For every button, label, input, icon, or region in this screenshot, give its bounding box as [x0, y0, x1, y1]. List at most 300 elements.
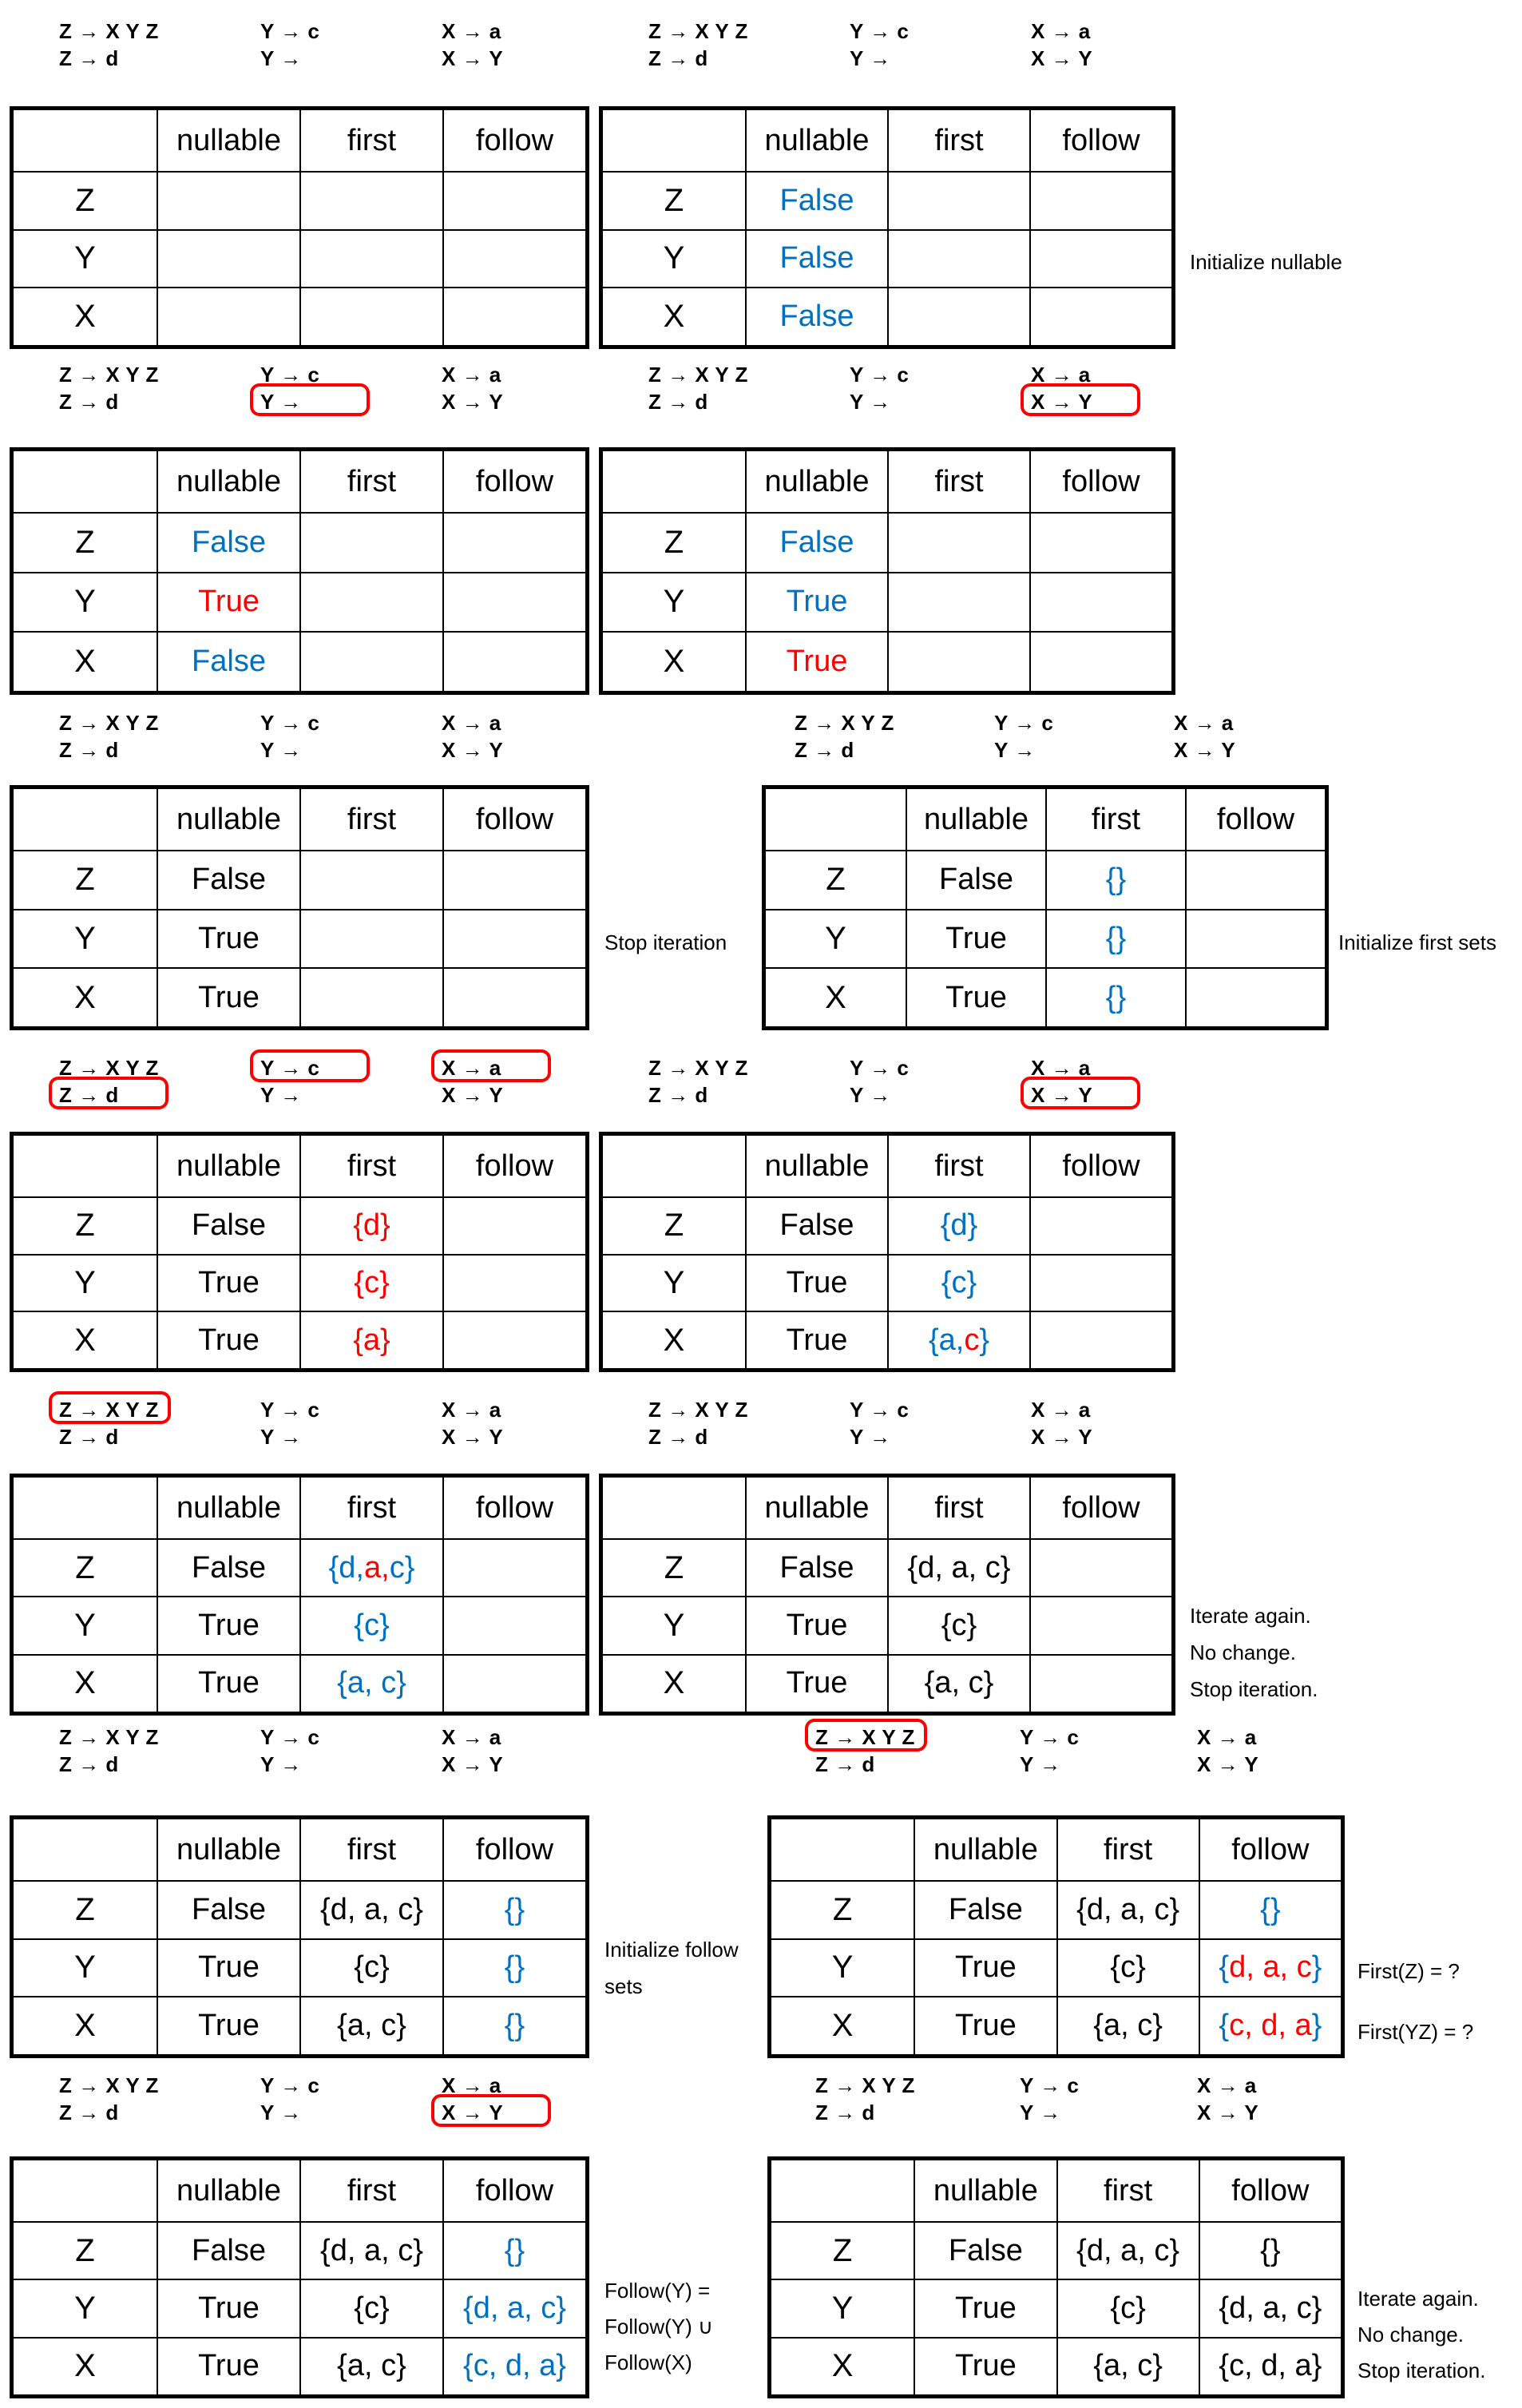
column-header-first: first — [1056, 2160, 1199, 2221]
grammar-rule: X → Y — [1174, 738, 1236, 762]
row-label-X: X — [14, 1654, 157, 1712]
value-segment: {d, a, c} — [463, 2291, 566, 2325]
cell-Z-first — [887, 512, 1029, 572]
row-label-Y: Y — [14, 1254, 157, 1311]
grammar-rule: X → Y — [442, 390, 504, 414]
grammar-rule-line — [442, 736, 503, 764]
value-segment: True — [955, 1950, 1017, 1985]
row-label-Z: Z — [14, 1880, 157, 1938]
grammar-rule-line — [850, 1396, 909, 1423]
grammar-rule-line — [442, 709, 503, 736]
cell-Y-follow — [442, 1938, 585, 1997]
column-header-follow: follow — [1199, 1819, 1341, 1880]
grammar-rule: Y → c — [1020, 2073, 1080, 2097]
grammar-rule-line — [1197, 1751, 1258, 1778]
grammar-rule-line — [260, 1423, 319, 1450]
cell-Y-nullable — [906, 909, 1045, 968]
column-header-follow: follow — [442, 1478, 585, 1538]
value-segment: False — [192, 1208, 266, 1243]
cell-X-nullable — [157, 1996, 299, 2054]
grammar-group — [1197, 1724, 1258, 1778]
value-segment: True — [786, 1666, 848, 1700]
cell-Y-nullable — [914, 2279, 1056, 2336]
cell-X-nullable — [745, 1654, 887, 1712]
cell-Z-first — [887, 1196, 1029, 1254]
cell-X-nullable — [157, 287, 299, 345]
cell-Y-follow — [1199, 1938, 1341, 1997]
cell-Y-nullable — [745, 1254, 887, 1311]
row-label-Z: Z — [14, 1538, 157, 1596]
cell-Y-first — [299, 2279, 442, 2336]
table-b5-left — [10, 1474, 589, 1716]
grammar-group — [850, 18, 909, 72]
column-header-first: first — [299, 1819, 442, 1880]
column-header-follow: follow — [442, 451, 585, 512]
grammar-rule-line — [260, 709, 319, 736]
value-segment: c, d, a — [1229, 2009, 1312, 2043]
grammar-rule: Y → — [1020, 2101, 1061, 2124]
cell-Z-follow — [1185, 850, 1325, 909]
grammar-rule-line — [442, 361, 503, 388]
cell-X-nullable — [745, 287, 887, 345]
grammar-rule: Y → — [994, 738, 1036, 762]
value-segment: True — [786, 1608, 848, 1642]
grammar-rule: Z → d — [59, 1752, 119, 1776]
grammar-rule-line — [648, 1054, 748, 1081]
grammar-rule: Y → — [850, 1083, 891, 1107]
cell-Z-follow — [442, 1196, 585, 1254]
annotation-initialize-first-sets — [1338, 925, 1496, 961]
grammar-rule-line — [1020, 1751, 1079, 1778]
grammar-rule: Y → — [1020, 1752, 1061, 1776]
grammar-rule: Y → — [260, 1083, 302, 1107]
cell-Z-first — [299, 1880, 442, 1938]
annotation-line: Stop iteration. — [1358, 2358, 1486, 2382]
grammar-rule-line — [260, 1751, 319, 1778]
grammar-rule-line — [59, 1724, 159, 1751]
grammar-rule: X → Y — [442, 1425, 504, 1449]
value-segment: True — [198, 1265, 260, 1299]
value-segment: {d, a, c} — [1076, 1892, 1180, 1926]
grammar-rule: X → Y — [1031, 1425, 1093, 1449]
grammar-group — [1031, 18, 1092, 72]
cell-Z-nullable — [157, 850, 299, 909]
value-segment: {d, a, c} — [320, 1892, 423, 1926]
value-segment: False — [779, 1550, 854, 1585]
grammar-rule-line — [1020, 2099, 1079, 2126]
grammar-group — [442, 18, 503, 72]
cell-X-follow — [442, 631, 585, 691]
grammar-rule: Z → d — [59, 738, 119, 762]
grammar-rule-line — [994, 709, 1053, 736]
grammar-rule-highlighted: X → a — [442, 1054, 539, 1081]
value-segment: { — [1219, 1950, 1230, 1985]
cell-Z-nullable — [157, 2221, 299, 2279]
grammar-rule: Y → c — [850, 1056, 910, 1080]
value-segment: {a} — [353, 1323, 390, 1357]
grammar-group — [1197, 2072, 1258, 2126]
grammar-group — [1031, 1054, 1128, 1109]
grammar-rule: X → a — [1197, 1725, 1257, 1749]
table-b4-right — [599, 1132, 1175, 1372]
grammar-rule: Z → d — [815, 2101, 875, 2124]
column-header-follow: follow — [1029, 1136, 1171, 1196]
grammar-rule: X → a — [442, 1725, 501, 1749]
cell-Z-follow — [1029, 512, 1171, 572]
grammar-rule-line — [1020, 1724, 1079, 1751]
cell-X-follow — [442, 1996, 585, 2054]
cell-Z-first — [299, 850, 442, 909]
grammar-rule: Y → — [260, 2101, 302, 2124]
column-header-follow: follow — [442, 789, 585, 850]
grammar-rule-line — [815, 2072, 915, 2099]
grammar-rule: Z → X Y Z — [59, 711, 159, 735]
grammar-rule-line — [260, 736, 319, 764]
value-segment: True — [945, 921, 1007, 955]
value-segment: True — [198, 921, 260, 955]
cell-X-first — [299, 1311, 442, 1368]
value-segment: {} — [1260, 2233, 1281, 2267]
column-header-nullable: nullable — [157, 451, 299, 512]
column-header-follow: follow — [1029, 1478, 1171, 1538]
grammar-rule-line — [260, 45, 319, 72]
cell-X-first — [299, 287, 442, 345]
annotation-line: No change. — [1358, 2323, 1464, 2347]
table-b7-right — [767, 2156, 1345, 2398]
table-corner-cell — [14, 1478, 157, 1538]
annotation-line: Stop iteration — [604, 930, 727, 954]
value-segment: {c} — [354, 2291, 390, 2325]
column-header-follow: follow — [1029, 110, 1171, 171]
annotation-line: Iterate again. — [1190, 1604, 1311, 1628]
table-corner-cell — [771, 1819, 914, 1880]
row-label-Z: Z — [603, 1538, 745, 1596]
grammar-rule-line — [1020, 2072, 1079, 2099]
row-label-Z: Z — [14, 512, 157, 572]
grammar-rule: Z → d — [648, 1083, 708, 1107]
grammar-group — [795, 709, 894, 764]
column-header-nullable: nullable — [157, 1136, 299, 1196]
grammar-rule-line — [442, 18, 503, 45]
row-label-Y: Y — [14, 909, 157, 968]
cell-Y-follow — [1199, 2279, 1341, 2336]
annotation-line: Stop iteration. — [1190, 1677, 1318, 1701]
table-b4-left — [10, 1132, 589, 1372]
grammar-group — [815, 2072, 915, 2126]
cell-X-follow — [442, 967, 585, 1026]
grammar-rule-line — [59, 1081, 159, 1109]
grammar-rule: Y → c — [850, 19, 910, 43]
grammar-rule-highlighted: Y → c — [260, 1054, 358, 1081]
value-segment: {a, c} — [337, 1666, 406, 1700]
column-header-nullable: nullable — [157, 789, 299, 850]
cell-Y-first — [299, 1938, 442, 1997]
cell-Y-follow — [1185, 909, 1325, 968]
column-header-follow: follow — [442, 110, 585, 171]
annotation-first-z — [1358, 1954, 1460, 1989]
row-label-Z: Z — [14, 2221, 157, 2279]
grammar-rule: Y → c — [260, 19, 320, 43]
grammar-rule-line — [648, 18, 748, 45]
grammar-rule: X → Y — [442, 1752, 504, 1776]
cell-Y-first — [887, 1254, 1029, 1311]
row-label-X: X — [766, 967, 906, 1026]
cell-X-first — [299, 1996, 442, 2054]
grammar-rule: X → a — [1031, 1398, 1091, 1422]
column-header-nullable: nullable — [914, 2160, 1056, 2221]
value-segment: True — [955, 2291, 1017, 2325]
grammar-group — [59, 1724, 159, 1778]
value-segment: False — [948, 2233, 1023, 2267]
grammar-rule-line — [260, 2072, 319, 2099]
table-b3-left — [10, 785, 589, 1030]
cell-X-first — [1045, 967, 1185, 1026]
grammar-rule: Z → X Y Z — [59, 1725, 159, 1749]
grammar-rule: Z → d — [795, 738, 854, 762]
value-segment: { — [1219, 2009, 1230, 2043]
row-label-Z: Z — [603, 1196, 745, 1254]
value-segment: {a, c} — [1093, 2009, 1163, 2043]
table-corner-cell — [603, 1478, 745, 1538]
column-header-first: first — [299, 451, 442, 512]
grammar-rule: Z → d — [59, 390, 119, 414]
cell-Z-nullable — [745, 1196, 887, 1254]
value-segment: {d, a, c} — [1076, 2233, 1180, 2267]
grammar-rule: X → Y — [442, 46, 504, 70]
cell-Y-follow — [442, 229, 585, 288]
annotation-line: Iterate again. — [1358, 2287, 1479, 2311]
grammar-rule-line — [648, 45, 748, 72]
cell-Z-first — [887, 171, 1029, 229]
grammar-rule-highlighted: X → Y — [1031, 388, 1128, 415]
value-segment: {} — [504, 2233, 525, 2267]
grammar-rule: X → a — [442, 711, 501, 735]
grammar-rule: Z → d — [59, 46, 119, 70]
grammar-rule-line — [59, 1423, 159, 1450]
grammar-rule: Y → c — [260, 711, 320, 735]
column-header-first: first — [887, 451, 1029, 512]
cell-Z-follow — [1029, 1196, 1171, 1254]
grammar-rule-line — [59, 361, 159, 388]
value-segment: True — [945, 980, 1007, 1014]
value-segment: {c} — [941, 1265, 977, 1299]
grammar-group — [260, 1396, 319, 1450]
cell-Y-nullable — [157, 1254, 299, 1311]
row-label-Y: Y — [14, 2279, 157, 2336]
grammar-rule-line — [59, 18, 159, 45]
grammar-group — [850, 361, 909, 415]
grammar-rule-line — [59, 709, 159, 736]
cell-X-follow — [1029, 631, 1171, 691]
cell-X-nullable — [745, 631, 887, 691]
cell-X-nullable — [157, 1654, 299, 1712]
cell-Z-follow — [1199, 2221, 1341, 2279]
grammar-rule-line — [1197, 1724, 1258, 1751]
value-segment: True — [786, 645, 848, 679]
cell-Z-nullable — [914, 1880, 1056, 1938]
grammar-rule-line — [1174, 709, 1235, 736]
grammar-rule: X → a — [1031, 19, 1091, 43]
annotation-initialize-nullable — [1190, 244, 1342, 280]
cell-Y-first — [1056, 1938, 1199, 1997]
cell-X-follow — [1199, 1996, 1341, 2054]
cell-X-first — [299, 1654, 442, 1712]
column-header-first: first — [887, 1136, 1029, 1196]
cell-Z-nullable — [745, 1538, 887, 1596]
cell-Z-follow — [442, 171, 585, 229]
grammar-rule: Z → X Y Z — [59, 1056, 159, 1080]
cell-X-follow — [1029, 287, 1171, 345]
grammar-rule-line — [850, 1423, 909, 1450]
grammar-group — [59, 709, 159, 764]
grammar-rule-line — [648, 1423, 748, 1450]
column-header-first: first — [299, 2160, 442, 2221]
grammar-rule: X → a — [442, 19, 501, 43]
value-segment: True — [198, 2349, 260, 2383]
grammar-rule-line — [648, 1396, 748, 1423]
table-corner-cell — [766, 789, 906, 850]
grammar-group — [442, 2072, 539, 2126]
value-segment: True — [786, 585, 848, 619]
grammar-rule-line — [59, 2072, 159, 2099]
grammar-rule-line — [59, 388, 159, 415]
grammar-rule-line — [850, 18, 909, 45]
grammar-group — [59, 361, 159, 415]
grammar-group — [1174, 709, 1235, 764]
cell-Z-first — [299, 1538, 442, 1596]
cell-Y-follow — [442, 909, 585, 968]
row-label-Z: Z — [603, 512, 745, 572]
grammar-rule: Z → d — [648, 46, 708, 70]
grammar-rule-highlighted: Z → d — [59, 1081, 157, 1109]
grammar-group — [850, 1054, 909, 1109]
grammar-group — [59, 1396, 159, 1450]
value-segment: {c} — [354, 1265, 390, 1299]
grammar-rule: X → Y — [1031, 46, 1093, 70]
column-header-follow: follow — [442, 1136, 585, 1196]
cell-X-nullable — [157, 967, 299, 1026]
grammar-rule-line — [260, 388, 358, 415]
value-segment: False — [779, 300, 854, 334]
grammar-rule: Z → d — [815, 1752, 875, 1776]
cell-Z-first — [1056, 2221, 1199, 2279]
row-label-Y: Y — [14, 229, 157, 288]
grammar-rule-highlighted: Z → X Y Z — [59, 1398, 159, 1422]
cell-Y-first — [299, 909, 442, 968]
grammar-rule-line — [795, 736, 894, 764]
row-label-Y: Y — [766, 909, 906, 968]
grammar-rule: Y → c — [850, 363, 910, 387]
cell-X-follow — [1199, 2337, 1341, 2394]
value-segment: True — [955, 2349, 1017, 2383]
cell-X-first — [887, 631, 1029, 691]
value-segment: False — [779, 1208, 854, 1243]
value-segment: {c} — [354, 1608, 390, 1642]
table-b6-right — [767, 1815, 1345, 2058]
value-segment: c} — [389, 1550, 415, 1585]
cell-X-nullable — [745, 1311, 887, 1368]
value-segment: False — [192, 863, 266, 897]
cell-Y-follow — [442, 1596, 585, 1653]
row-label-X: X — [14, 1996, 157, 2054]
cell-Z-nullable — [745, 171, 887, 229]
cell-X-nullable — [157, 631, 299, 691]
value-segment: {d, a, c} — [907, 1550, 1011, 1585]
grammar-rule: Z → d — [648, 390, 708, 414]
annotation-line: No change. — [1190, 1640, 1296, 1664]
grammar-rule-line — [850, 45, 909, 72]
grammar-rule-line — [1197, 2099, 1258, 2126]
grammar-rule: Y → — [850, 46, 891, 70]
annotation-stop-iteration — [604, 925, 727, 961]
table-b5-right — [599, 1474, 1175, 1716]
row-label-Y: Y — [771, 1938, 914, 1997]
grammar-group — [648, 1396, 748, 1450]
table-b2-left — [10, 447, 589, 695]
column-header-follow: follow — [442, 2160, 585, 2221]
value-segment: } — [979, 1323, 990, 1357]
value-segment: {a, — [928, 1323, 965, 1357]
annotation-line: Follow(Y) = — [604, 2279, 711, 2303]
value-segment: {c, d, a} — [1219, 2349, 1322, 2383]
grammar-group — [648, 1054, 748, 1109]
value-segment: {d} — [940, 1208, 978, 1243]
table-corner-cell — [14, 2160, 157, 2221]
table-b1-right — [599, 106, 1175, 349]
table-corner-cell — [603, 1136, 745, 1196]
column-header-nullable: nullable — [906, 789, 1045, 850]
grammar-group — [815, 1724, 915, 1778]
grammar-rule: Y → — [260, 1752, 302, 1776]
grammar-rule-line — [1031, 1396, 1092, 1423]
annotation-first-yz — [1358, 2014, 1473, 2050]
cell-X-first — [299, 967, 442, 1026]
table-corner-cell — [14, 1819, 157, 1880]
grammar-rule-line — [442, 388, 503, 415]
column-header-nullable: nullable — [157, 110, 299, 171]
grammar-rule-line — [260, 2099, 319, 2126]
cell-Y-nullable — [745, 1596, 887, 1653]
cell-X-first — [887, 287, 1029, 345]
grammar-group — [1020, 2072, 1079, 2126]
cell-X-first — [299, 631, 442, 691]
column-header-nullable: nullable — [157, 2160, 299, 2221]
grammar-rule: Z → X Y Z — [648, 1056, 748, 1080]
row-label-X: X — [603, 631, 745, 691]
cell-Y-nullable — [745, 572, 887, 632]
cell-Z-follow — [442, 512, 585, 572]
table-corner-cell — [14, 110, 157, 171]
cell-Z-follow — [442, 2221, 585, 2279]
column-header-follow: follow — [1199, 2160, 1341, 2221]
annotation-line: First(YZ) = ? — [1358, 2020, 1474, 2044]
cell-X-follow — [442, 1311, 585, 1368]
cell-X-follow — [442, 2337, 585, 2394]
value-segment: {} — [1105, 980, 1127, 1014]
value-segment: c — [964, 1323, 980, 1357]
cell-Y-first — [1045, 909, 1185, 968]
row-label-Y: Y — [603, 572, 745, 632]
cell-X-follow — [1185, 967, 1325, 1026]
column-header-first: first — [299, 110, 442, 171]
value-segment: {} — [504, 1892, 525, 1926]
row-label-Z: Z — [14, 171, 157, 229]
table-b3-right — [762, 785, 1329, 1030]
grammar-rule: X → Y — [442, 738, 504, 762]
cell-Z-nullable — [906, 850, 1045, 909]
grammar-group — [260, 709, 319, 764]
row-label-X: X — [14, 967, 157, 1026]
